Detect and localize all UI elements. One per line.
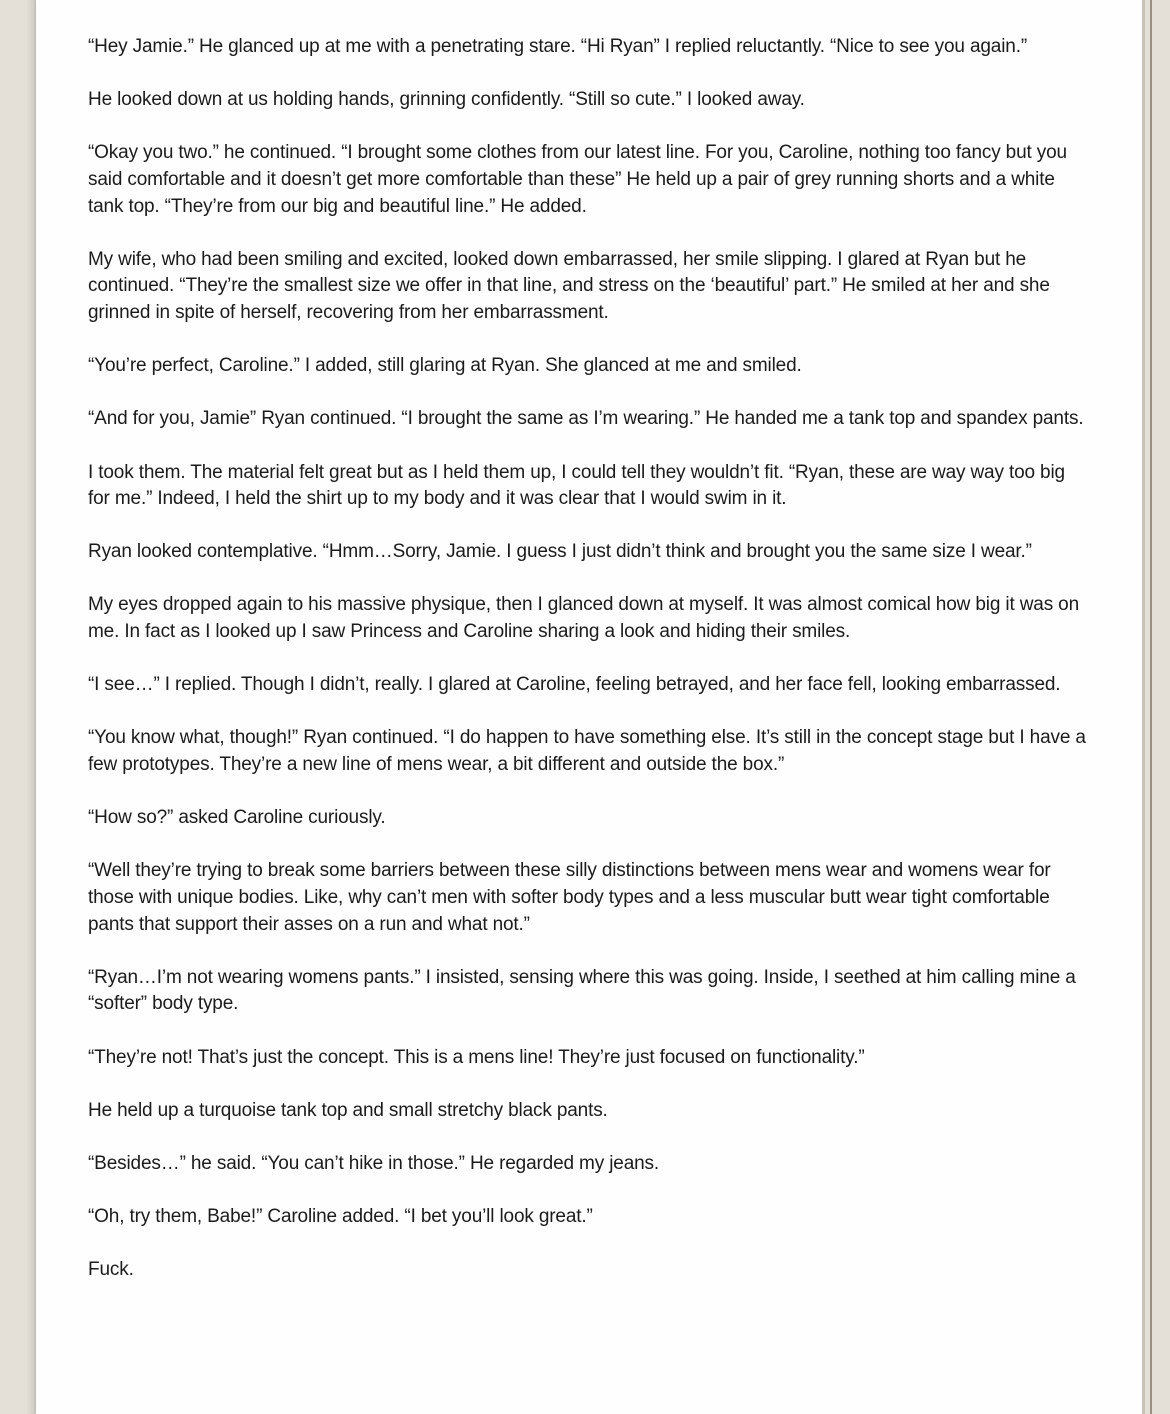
- paragraph: He held up a turquoise tank top and small stretchy black pants.: [88, 1099, 608, 1121]
- paragraph: “You know what, though!” Ryan continued. “I do happen to have something else. It’s still in the concept stage but I have a few prototypes. They’re a new line of mens wear, a bit different and outside the box.”: [88, 727, 1086, 776]
- paragraph: “Besides…” he said. “You can’t hike in those.” He regarded my jeans.: [88, 1152, 660, 1174]
- paragraph: Ryan looked contemplative. “Hmm…Sorry, Jamie. I guess I just didn’t think and brought you the same size I wear.”: [88, 541, 1032, 563]
- paragraph: He looked down at us holding hands, grinning confidently. “Still so cute.” I looked away.: [88, 89, 805, 111]
- paragraph: “Hey Jamie.” He glanced up at me with a penetrating stare. “Hi Ryan” I replied reluctantly. “Nice to see you again.”: [88, 36, 1028, 57]
- paragraph: “Well they’re trying to break some barriers between these silly distinctions between mens wear and womens wear for those with unique bodies. Like, why can’t men with softer body types and a less muscular butt wear tight comfortable pants that support their asses on a run and what not.”: [88, 860, 1051, 935]
- paragraph: “They’re not! That’s just the concept. This is a mens line! They’re just focused on functionality.”: [88, 1046, 865, 1068]
- paragraph: “Oh, try them, Babe!” Caroline added. “I bet you’ll look great.”: [88, 1206, 593, 1228]
- paragraph: “I see…” I replied. Though I didn’t, really. I glared at Caroline, feeling betrayed, and her face fell, looking embarrassed.: [88, 674, 1061, 696]
- paragraph: My eyes dropped again to his massive physique, then I glanced down at myself. It was almost comical how big it was on me. In fact as I looked up I saw Princess and Caroline sharing a look and hiding their smiles.: [88, 594, 1080, 643]
- paragraph: “And for you, Jamie” Ryan continued. “I brought the same as I’m wearing.” He handed me a tank top and spandex pants.: [88, 408, 1084, 430]
- right-page-edge: [1142, 0, 1145, 1414]
- right-border-line: [1150, 0, 1152, 1414]
- document-body: [88, 34, 1088, 1311]
- left-page-shadow: [26, 0, 36, 1414]
- paragraph: My wife, who had been smiling and excited, looked down embarrassed, her smile slipping. I glared at Ryan but he continued. “They’re the smallest size we offer in that line, and stress on the ‘beautiful’ part.” He smiled at her and she grinned in spite of herself, recovering from her embarrassment.: [88, 248, 1050, 323]
- paragraph: “You’re perfect, Caroline.” I added, still glaring at Ryan. She glanced at me and smiled.: [88, 355, 802, 377]
- paragraph: “Ryan…I’m not wearing womens pants.” I insisted, sensing where this was going. Inside, I seethed at him calling mine a “softer” body type.: [88, 966, 1076, 1015]
- paragraph: Fuck.: [88, 1259, 134, 1281]
- document-page: [36, 0, 1142, 1414]
- paragraph: “How so?” asked Caroline curiously.: [88, 807, 386, 829]
- paragraph: I took them. The material felt great but as I held them up, I could tell they wouldn’t fit. “Ryan, these are way way too big for me.” Indeed, I held the shirt up to my body and it was clear that I would swim in it.: [88, 461, 1065, 510]
- paragraph: “Okay you two.” he continued. “I brought some clothes from our latest line. For you, Caroline, nothing too fancy but you said comfortable and it doesn’t get more comfortable than these” He held up a pair of grey running shorts and a white tank top. “They’re from our big and beautiful line.” He added.: [88, 142, 1067, 217]
